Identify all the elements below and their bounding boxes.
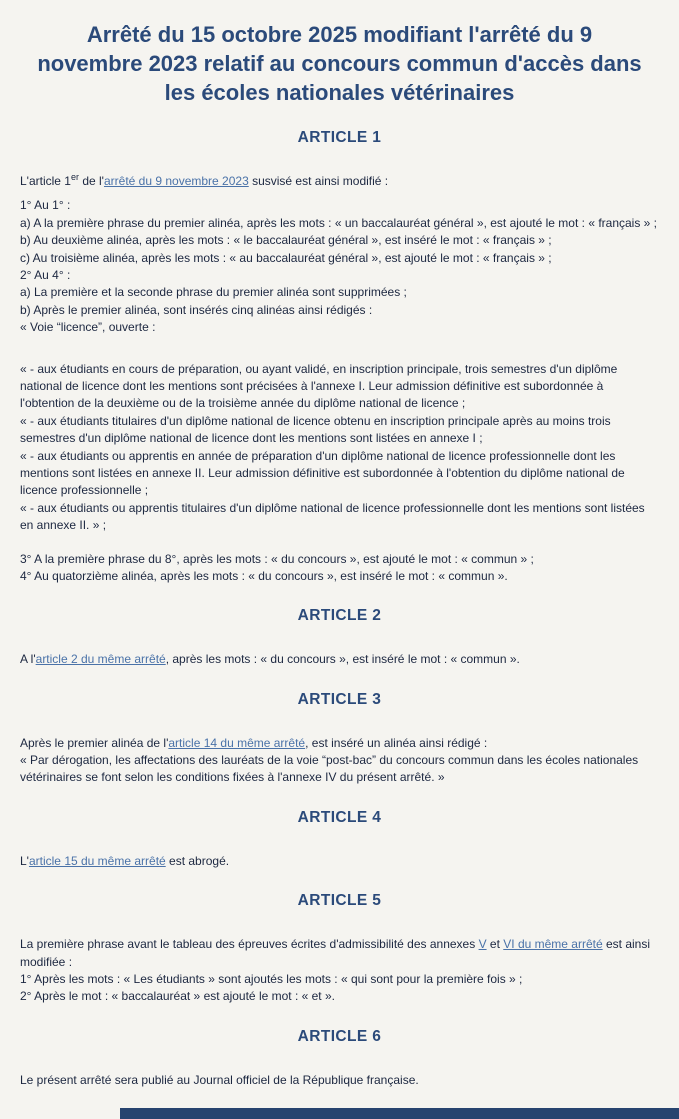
text-line: 2° Au 4° : bbox=[20, 268, 71, 283]
article-5-heading: ARTICLE 5 bbox=[297, 892, 382, 910]
document-title: Arrêté du 15 octobre 2025 modifiant l'arrêté du 9 novembre 2023 relatif au concours commun d'accès dans les écoles nationales vétérinaires bbox=[37, 22, 642, 106]
text-line: 2° Après le mot : « baccalauréat » est ajouté le mot : « et ». bbox=[20, 989, 335, 1004]
text-line: « - aux étudiants ou apprentis en année de préparation d'un diplôme national de licence professionnelle dont les mentions sont listées en annexe II. Leur admission définitive est subordonnée à l'obtention du diplôme national de licence professionnelle ; bbox=[20, 448, 625, 498]
text-segment: Après le premier alinéa de l' bbox=[20, 735, 169, 750]
text-segment: et bbox=[486, 937, 504, 952]
article-2-heading: ARTICLE 2 bbox=[297, 607, 382, 625]
text-line: « - aux étudiants en cours de préparation, ou ayant validé, en inscription principale, trois semestres d'un diplôme national de licence dont les mentions sont précisées à l'annexe I. Leur admission définitive est subordonnée à l'obtention de la deuxième ou de la troisième année du diplôme national de licence ; bbox=[20, 361, 618, 411]
link-article-2-meme-arrete[interactable]: article 2 du même arrêté bbox=[35, 652, 166, 667]
text-line: « - aux étudiants titulaires d'un diplôme national de licence obtenu en inscription principale après au moins trois semestres d'un diplôme national de licence dont les mentions sont listées en annexe I ; bbox=[20, 413, 611, 446]
link-annexe-vi-meme-arrete[interactable]: VI du même arrêté bbox=[503, 937, 603, 952]
article-1 bbox=[20, 129, 659, 585]
text-segment: A l' bbox=[20, 652, 36, 667]
text-line: a) A la première phrase du premier alinéa, après les mots : « un baccalauréat général », est ajouté le mot : « français » ; bbox=[20, 215, 658, 230]
text-line: 1° Après les mots : « Les étudiants » sont ajoutés les mots : « qui sont pour la première fois » ; bbox=[20, 972, 523, 987]
link-article-14-meme-arrete[interactable]: article 14 du même arrêté bbox=[168, 735, 306, 750]
article-5-intro bbox=[20, 936, 659, 971]
text-segment: , est inséré un alinéa ainsi rédigé : bbox=[305, 735, 488, 750]
text-segment: L' bbox=[20, 853, 29, 868]
article-4-text bbox=[20, 853, 659, 870]
text-line: « - aux étudiants ou apprentis titulaires d'un diplôme national de licence professionnelle dont les mentions sont listées en annexe II. » ; bbox=[20, 500, 645, 533]
article-1-intro bbox=[20, 173, 659, 190]
article-6 bbox=[20, 1028, 659, 1089]
article-1-heading: ARTICLE 1 bbox=[297, 129, 382, 147]
article-3-quote: « Par dérogation, les affectations des lauréats de la voie “post-bac” du concours commun dans les écoles nationales vétérinaires se font selon les conditions fixées à l'annexe IV du présent arrêté. » bbox=[20, 753, 639, 785]
text-segment: , après les mots : « du concours », est inséré le mot : « commun ». bbox=[165, 652, 520, 667]
link-arrete-9-novembre-2023[interactable]: arrêté du 9 novembre 2023 bbox=[103, 174, 249, 189]
text-line: c) Au troisième alinéa, après les mots : « au baccalauréat général », est ajouté le mot : « français » ; bbox=[20, 250, 552, 265]
text-segment: La première phrase avant le tableau des épreuves écrites d'admissibilité des annexes bbox=[20, 937, 479, 952]
article-2-text bbox=[20, 651, 659, 668]
text-segment: est ainsi modifiée : bbox=[20, 937, 650, 969]
text-segment: susvisé est ainsi modifié : bbox=[248, 174, 389, 189]
text-line: 4° Au quatorzième alinéa, après les mots : « du concours », est inséré le mot : « commun ». bbox=[20, 568, 508, 583]
text-segment: L'article 1 bbox=[20, 174, 71, 189]
text-line: 3° A la première phrase du 8°, après les mots : « du concours », est ajouté le mot : « commun » ; bbox=[20, 551, 534, 566]
inserted-alineas-block bbox=[20, 361, 659, 535]
article-4-heading: ARTICLE 4 bbox=[297, 808, 382, 826]
text-line: 1° Au 1° : bbox=[20, 198, 71, 213]
article-2 bbox=[20, 607, 659, 668]
article-3-heading: ARTICLE 3 bbox=[297, 690, 382, 708]
footer-bar bbox=[120, 1108, 679, 1119]
link-article-15-meme-arrete[interactable]: article 15 du même arrêté bbox=[28, 853, 166, 868]
text-line: a) La première et la seconde phrase du premier alinéa sont supprimées ; bbox=[20, 285, 407, 300]
ordinal-superscript: er bbox=[70, 172, 79, 183]
article-3 bbox=[20, 691, 659, 787]
text-line: b) Après le premier alinéa, sont insérés cinq alinéas ainsi rédigés : bbox=[20, 302, 373, 317]
article-6-heading: ARTICLE 6 bbox=[297, 1027, 382, 1045]
text-segment: de l' bbox=[79, 174, 104, 189]
link-annexe-v[interactable]: V bbox=[478, 937, 487, 952]
article-4 bbox=[20, 809, 659, 870]
text-line: « Voie “licence”, ouverte : bbox=[20, 320, 156, 335]
article-3-text bbox=[20, 735, 659, 752]
article-5 bbox=[20, 892, 659, 1006]
article-6-text: Le présent arrêté sera publié au Journal officiel de la République française. bbox=[20, 1072, 419, 1087]
text-segment: est abrogé. bbox=[165, 853, 230, 868]
text-line: b) Au deuxième alinéa, après les mots : « le baccalauréat général », est inséré le mot : « français » ; bbox=[20, 233, 552, 248]
